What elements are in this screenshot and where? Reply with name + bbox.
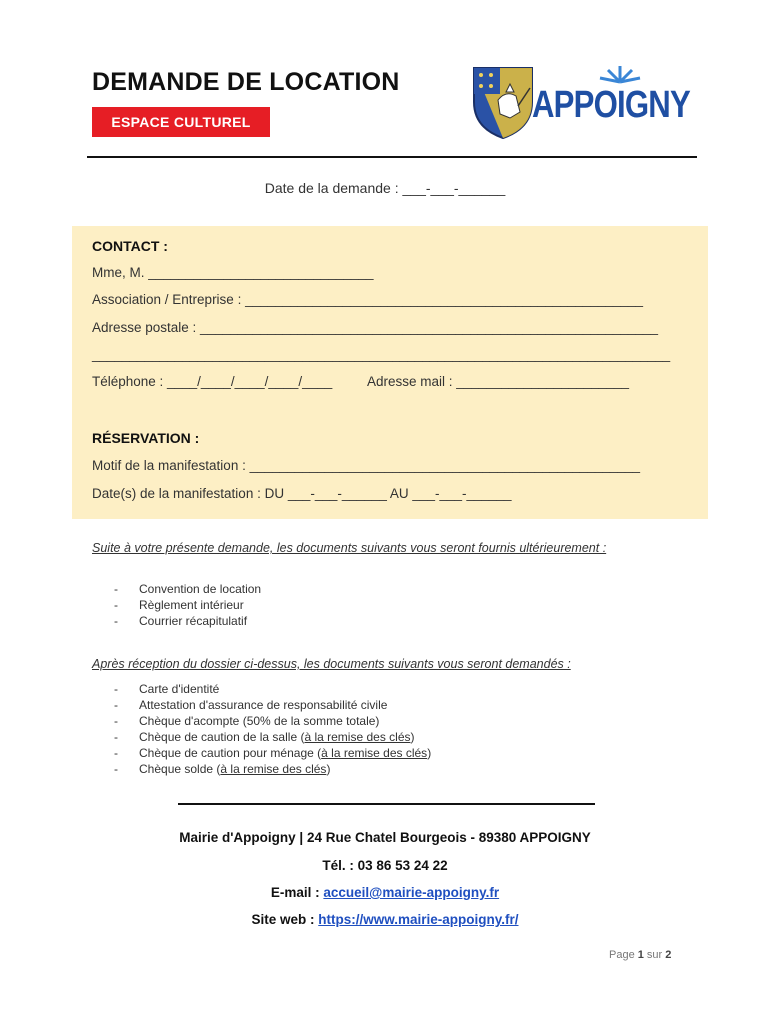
list-item: - Chèque de caution de la salle (à la remise des clés) (114, 730, 415, 744)
footer-web-line: Site web : https://www.mairie-appoigny.fr/ (251, 912, 519, 927)
contact-address-line2: _____________________________________________________________________________ (92, 347, 671, 362)
list-item: - Chèque de caution pour ménage (à la remise des clés) (114, 746, 432, 760)
reservation-motif-field: Motif de la manifestation : ____________________________________________________ (92, 458, 640, 473)
appoigny-logo (470, 62, 700, 142)
list-item: - Chèque solde (à la remise des clés) (114, 762, 331, 776)
contact-address-field: Adresse postale : _____________________________________________________________ (92, 320, 659, 335)
list-item: - Carte d'identité (114, 682, 220, 696)
footer-address: Mairie d'Appoigny | 24 Rue Chatel Bourgeois - 89380 APPOIGNY (179, 830, 591, 845)
list-item: - Courrier récapitulatif (114, 614, 248, 628)
reservation-heading: RÉSERVATION : (92, 430, 200, 446)
contact-phone-field: Téléphone : ____/____/____/____/____ (92, 374, 333, 389)
reservation-dates-field: Date(s) de la manifestation : DU ___-___-______ AU ___-___-______ (92, 486, 512, 501)
website-link[interactable]: https://www.mairie-appoigny.fr/ (318, 912, 519, 927)
category-badge: ESPACE CULTUREL (92, 107, 270, 137)
list-item: - Convention de location (114, 582, 262, 596)
required-documents-list (114, 681, 431, 777)
list-item: - Règlement intérieur (114, 598, 244, 612)
sunburst-icon (580, 62, 660, 86)
contact-company-field: Association / Entreprise : _____________________________________________________ (92, 292, 643, 307)
coat-of-arms-icon (470, 62, 540, 142)
footer-phone: Tél. : 03 86 53 24 22 (322, 858, 448, 873)
footer-email-line: E-mail : accueil@mairie-appoigny.fr (270, 885, 500, 900)
page-number: Page 1 sur 2 (609, 949, 672, 961)
section1-intro: Suite à votre présente demande, les documents suivants vous seront fournis ultérieurement : (92, 541, 607, 555)
header-divider (87, 156, 697, 158)
contact-email-field: Adresse mail : _______________________ (367, 374, 629, 389)
logo-wordmark: APPOIGNY (532, 84, 690, 126)
request-date-field: Date de la demande : ___-___-______ (264, 180, 506, 196)
email-link[interactable]: accueil@mairie-appoigny.fr (323, 885, 500, 900)
list-item: - Chèque d'acompte (50% de la somme totale) (114, 714, 380, 728)
list-item: - Attestation d'assurance de responsabilité civile (114, 698, 388, 712)
document-title: DEMANDE DE LOCATION (92, 68, 400, 96)
contact-heading: CONTACT : (92, 238, 168, 254)
footer-divider (178, 803, 595, 805)
section2-intro: Après réception du dossier ci-dessus, les documents suivants vous seront demandés : (92, 657, 571, 671)
provided-documents-list (114, 581, 261, 629)
contact-name-field: Mme, M. ______________________________ (92, 265, 374, 280)
